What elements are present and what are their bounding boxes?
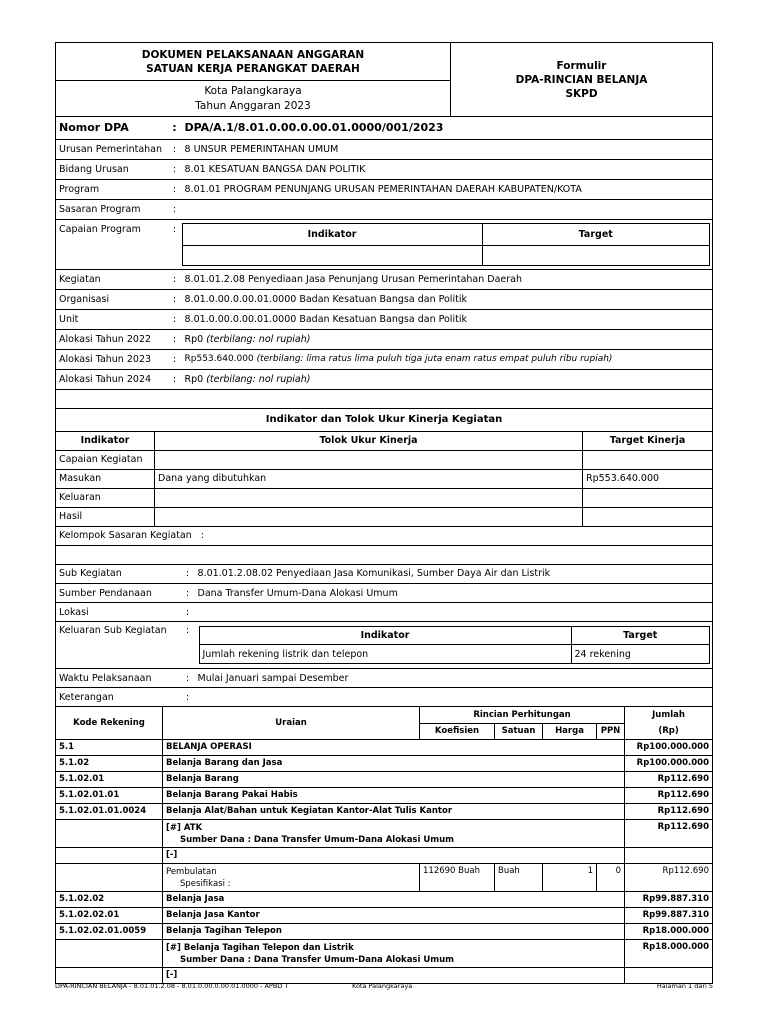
capaian-program: Capaian Program : Indikator Target [55, 219, 713, 269]
info-rows: Kegiatan : 8.01.01.2.08 Penyediaan Jasa Penunjang Urusan Pemerintahan Daerah [55, 269, 713, 289]
info-value: 8.01.0.00.0.00.01.0000 Badan Kesatuan Bangsa dan Politik [182, 289, 713, 309]
col-target: Target [482, 223, 710, 245]
city-year: Kota Palangkaraya Tahun Anggaran 2023 [56, 81, 451, 117]
info-label: Capaian Program [59, 223, 141, 235]
info-label: Bidang Urusan [56, 159, 168, 179]
info-label: Sasaran Program [56, 199, 168, 219]
alokasi-terbilang: (terbilang: nol rupiah) [206, 373, 311, 385]
table-row: Keluaran [56, 488, 713, 507]
group-row: [#] Belanja Tagihan Telepon dan Listrik Sumber Dana : Dana Transfer Umum-Dana Alokasi Umum Rp18.000.000 [56, 939, 713, 967]
table-row: Hasil [56, 507, 713, 526]
alokasi-rows: Alokasi Tahun 2023 : Rp553.640.000 (terbilang: lima ratus lima puluh tiga juta enam ratus empat puluh ribu rupiah) [55, 349, 713, 369]
info-label: Unit [56, 309, 168, 329]
rincian-table: Kode Rekening Uraian Rincian Perhitungan Jumlah Koefisien Satuan Harga PPN (Rp) 5.1 BELANJA OPERASI Rp100.000.000 5.1.02 Belanja Barang dan Jasa Rp100.000.000 5.1.02.01 Belanja Barang Rp112.690 5.1.02.01.01 Belanja Barang Pakai Habis Rp112.690 5.1.02.01.01.0024 Belanja Alat/Bahan untuk Kegiatan Kantor-Alat Tulis Kantor Rp112.690 [#] ATK Sumber Dana : Dana Transfer Umum-Dana Alokasi Umum Rp112.690 [-] Pembulatan Spesifikasi : 112690 Buah Buah 1 0 Rp112.690 5.1.02.02 Belanja Jasa Rp99.887.310 5.1.02.02.01 Belanja Jasa Kantor Rp99.887.310 5.1.02.02.01.0059 Belanja Tagihan Telepon Rp18.000.000 [#] Belanja Tagihan Telepon dan Listrik Sumber Dana : Dana Transfer Umum-Dana Alokasi Umum Rp18.000.000 [-] [55, 707, 713, 984]
nomor-dpa-value: DPA/A.1/8.01.0.00.0.00.01.0000/001/2023 [182, 117, 713, 139]
col-indikator: Indikator [56, 431, 155, 450]
sub-kegiatan-table [55, 565, 713, 708]
doc-title: DOKUMEN PELAKSANAAN ANGGARAN SATUAN KERJA PERANGKAT DAERAH [56, 43, 451, 81]
info-label: Urusan Pemerintahan [56, 140, 168, 159]
table-row: 5.1.02.02 Belanja Jasa Rp99.887.310 [56, 891, 713, 907]
col-tolok: Tolok Ukur Kinerja [155, 431, 583, 450]
info-value: 8.01.01 PROGRAM PENUNJANG URUSAN PEMERINTAHAN DAERAH KABUPATEN/KOTA [182, 179, 713, 199]
alokasi-rows: Alokasi Tahun 2024 : Rp0 (terbilang: nol rupiah) [55, 369, 713, 390]
info-table: Nomor DPA : DPA/A.1/8.01.0.00.0.00.01.0000/001/2023 [55, 117, 713, 140]
table-row: 5.1.02.02.01.0059 Belanja Tagihan Telepon Rp18.000.000 [56, 923, 713, 939]
col-uraian: Uraian [163, 707, 420, 739]
group-row: [#] ATK Sumber Dana : Dana Transfer Umum-Dana Alokasi Umum Rp112.690 [56, 819, 713, 847]
alokasi-value: Rp553.640.000 [184, 354, 254, 364]
alokasi-terbilang: (terbilang: lima ratus lima puluh tiga juta enam ratus empat puluh ribu rupiah) [256, 354, 613, 364]
col-target-kinerja: Target Kinerja [583, 431, 713, 450]
capaian-program-table [182, 223, 711, 266]
table-row: Jumlah rekening listrik dan telepon 24 rekening [199, 645, 710, 664]
footer-page-number: Halaman 1 dari 5 [656, 982, 713, 990]
kelompok-sasaran: Kelompok Sasaran Kegiatan : [56, 526, 713, 545]
sub-row: Waktu Pelaksanaan : Mulai Januari sampai Desember [56, 669, 713, 688]
table-row: 5.1.02.01.01.0024 Belanja Alat/Bahan untuk Kegiatan Kantor-Alat Tulis Kantor Rp112.690 [56, 803, 713, 819]
sub-row: Lokasi : [56, 603, 713, 622]
info-value: 8.01.0.00.0.00.01.0000 Badan Kesatuan Bangsa dan Politik [182, 309, 713, 329]
table-row: 5.1.02.02.01 Belanja Jasa Kantor Rp99.887.310 [56, 907, 713, 923]
alokasi-label: Alokasi Tahun 2023 [56, 349, 168, 369]
table-row: 5.1.02 Belanja Barang dan Jasa Rp100.000.000 [56, 755, 713, 771]
table-row: Capaian Kegiatan [56, 450, 713, 469]
info-value: 8 UNSUR PEMERINTAHAN UMUM [182, 140, 713, 159]
alokasi-value: Rp0 [184, 373, 204, 385]
info-rows: Unit : 8.01.0.00.0.00.01.0000 Badan Kesatuan Bangsa dan Politik [55, 309, 713, 329]
info-rows: Organisasi : 8.01.0.00.0.00.01.0000 Badan Kesatuan Bangsa dan Politik [55, 289, 713, 309]
info-rows: Sasaran Program : [55, 199, 713, 219]
col-kode: Kode Rekening [56, 707, 163, 739]
col-rincian: Rincian Perhitungan [420, 707, 625, 723]
info-value: 8.01 KESATUAN BANGSA DAN POLITIK [182, 159, 713, 179]
col-indikator: Indikator [182, 223, 482, 245]
keluaran-sub-table: Indikator Target Jumlah rekening listrik dan telepon 24 rekening [199, 626, 711, 664]
info-rows: Program : 8.01.01 PROGRAM PENUNJANG URUSAN PEMERINTAHAN DAERAH KABUPATEN/KOTA [55, 179, 713, 199]
alokasi-value: Rp0 [184, 333, 204, 345]
info-rows: Urusan Pemerintahan : 8 UNSUR PEMERINTAHAN UMUM [55, 140, 713, 159]
alokasi-rows: Alokasi Tahun 2022 : Rp0 (terbilang: nol rupiah) [55, 329, 713, 349]
sub-row: Sub Kegiatan : 8.01.01.2.08.02 Penyediaan Jasa Komunikasi, Sumber Daya Air dan Listrik [56, 565, 713, 584]
footer-center: Kota Palangkaraya [352, 982, 413, 990]
table-row: 5.1 BELANJA OPERASI Rp100.000.000 [56, 739, 713, 755]
table-row: 5.1.02.01 Belanja Barang Rp112.690 [56, 771, 713, 787]
alokasi-terbilang: (terbilang: nol rupiah) [206, 333, 311, 345]
document-page [55, 42, 713, 984]
item-row: Pembulatan Spesifikasi : 112690 Buah Buah 1 0 Rp112.690 [56, 863, 713, 891]
info-value [182, 199, 713, 219]
nomor-dpa-label: Nomor DPA [56, 117, 168, 139]
info-label: Program [56, 179, 168, 199]
alokasi-label: Alokasi Tahun 2022 [56, 329, 168, 349]
form-title: Formulir DPA-RINCIAN BELANJA SKPD [451, 43, 713, 117]
info-rows: Bidang Urusan : 8.01 KESATUAN BANGSA DAN POLITIK [55, 159, 713, 179]
kinerja-title: Indikator dan Tolok Ukur Kinerja Kegiatan [56, 409, 713, 431]
keluaran-sub-row: Keluaran Sub Kegiatan : Indikator Target Jumlah rekening listrik dan telepon 24 rekening [56, 622, 713, 669]
kinerja-table [55, 409, 713, 565]
sub-row: Keterangan : [56, 688, 713, 707]
col-jumlah: Jumlah [625, 707, 713, 723]
alokasi-label: Alokasi Tahun 2024 [56, 369, 168, 389]
table-row: 5.1.02.01.01 Belanja Barang Pakai Habis Rp112.690 [56, 787, 713, 803]
header-table [55, 42, 713, 117]
info-value: 8.01.01.2.08 Penyediaan Jasa Penunjang Urusan Pemerintahan Daerah [182, 269, 713, 289]
sub-row: Sumber Pendanaan : Dana Transfer Umum-Dana Alokasi Umum [56, 584, 713, 603]
footer-left: DPA-RINCIAN BELANJA - 8.01.01.2.08 - 8.01.0.00.0.00.01.0000 - APBD T [55, 982, 289, 990]
info-label: Organisasi [56, 289, 168, 309]
table-row: Masukan Dana yang dibutuhkan Rp553.640.000 [56, 469, 713, 488]
info-label: Kegiatan [56, 269, 168, 289]
